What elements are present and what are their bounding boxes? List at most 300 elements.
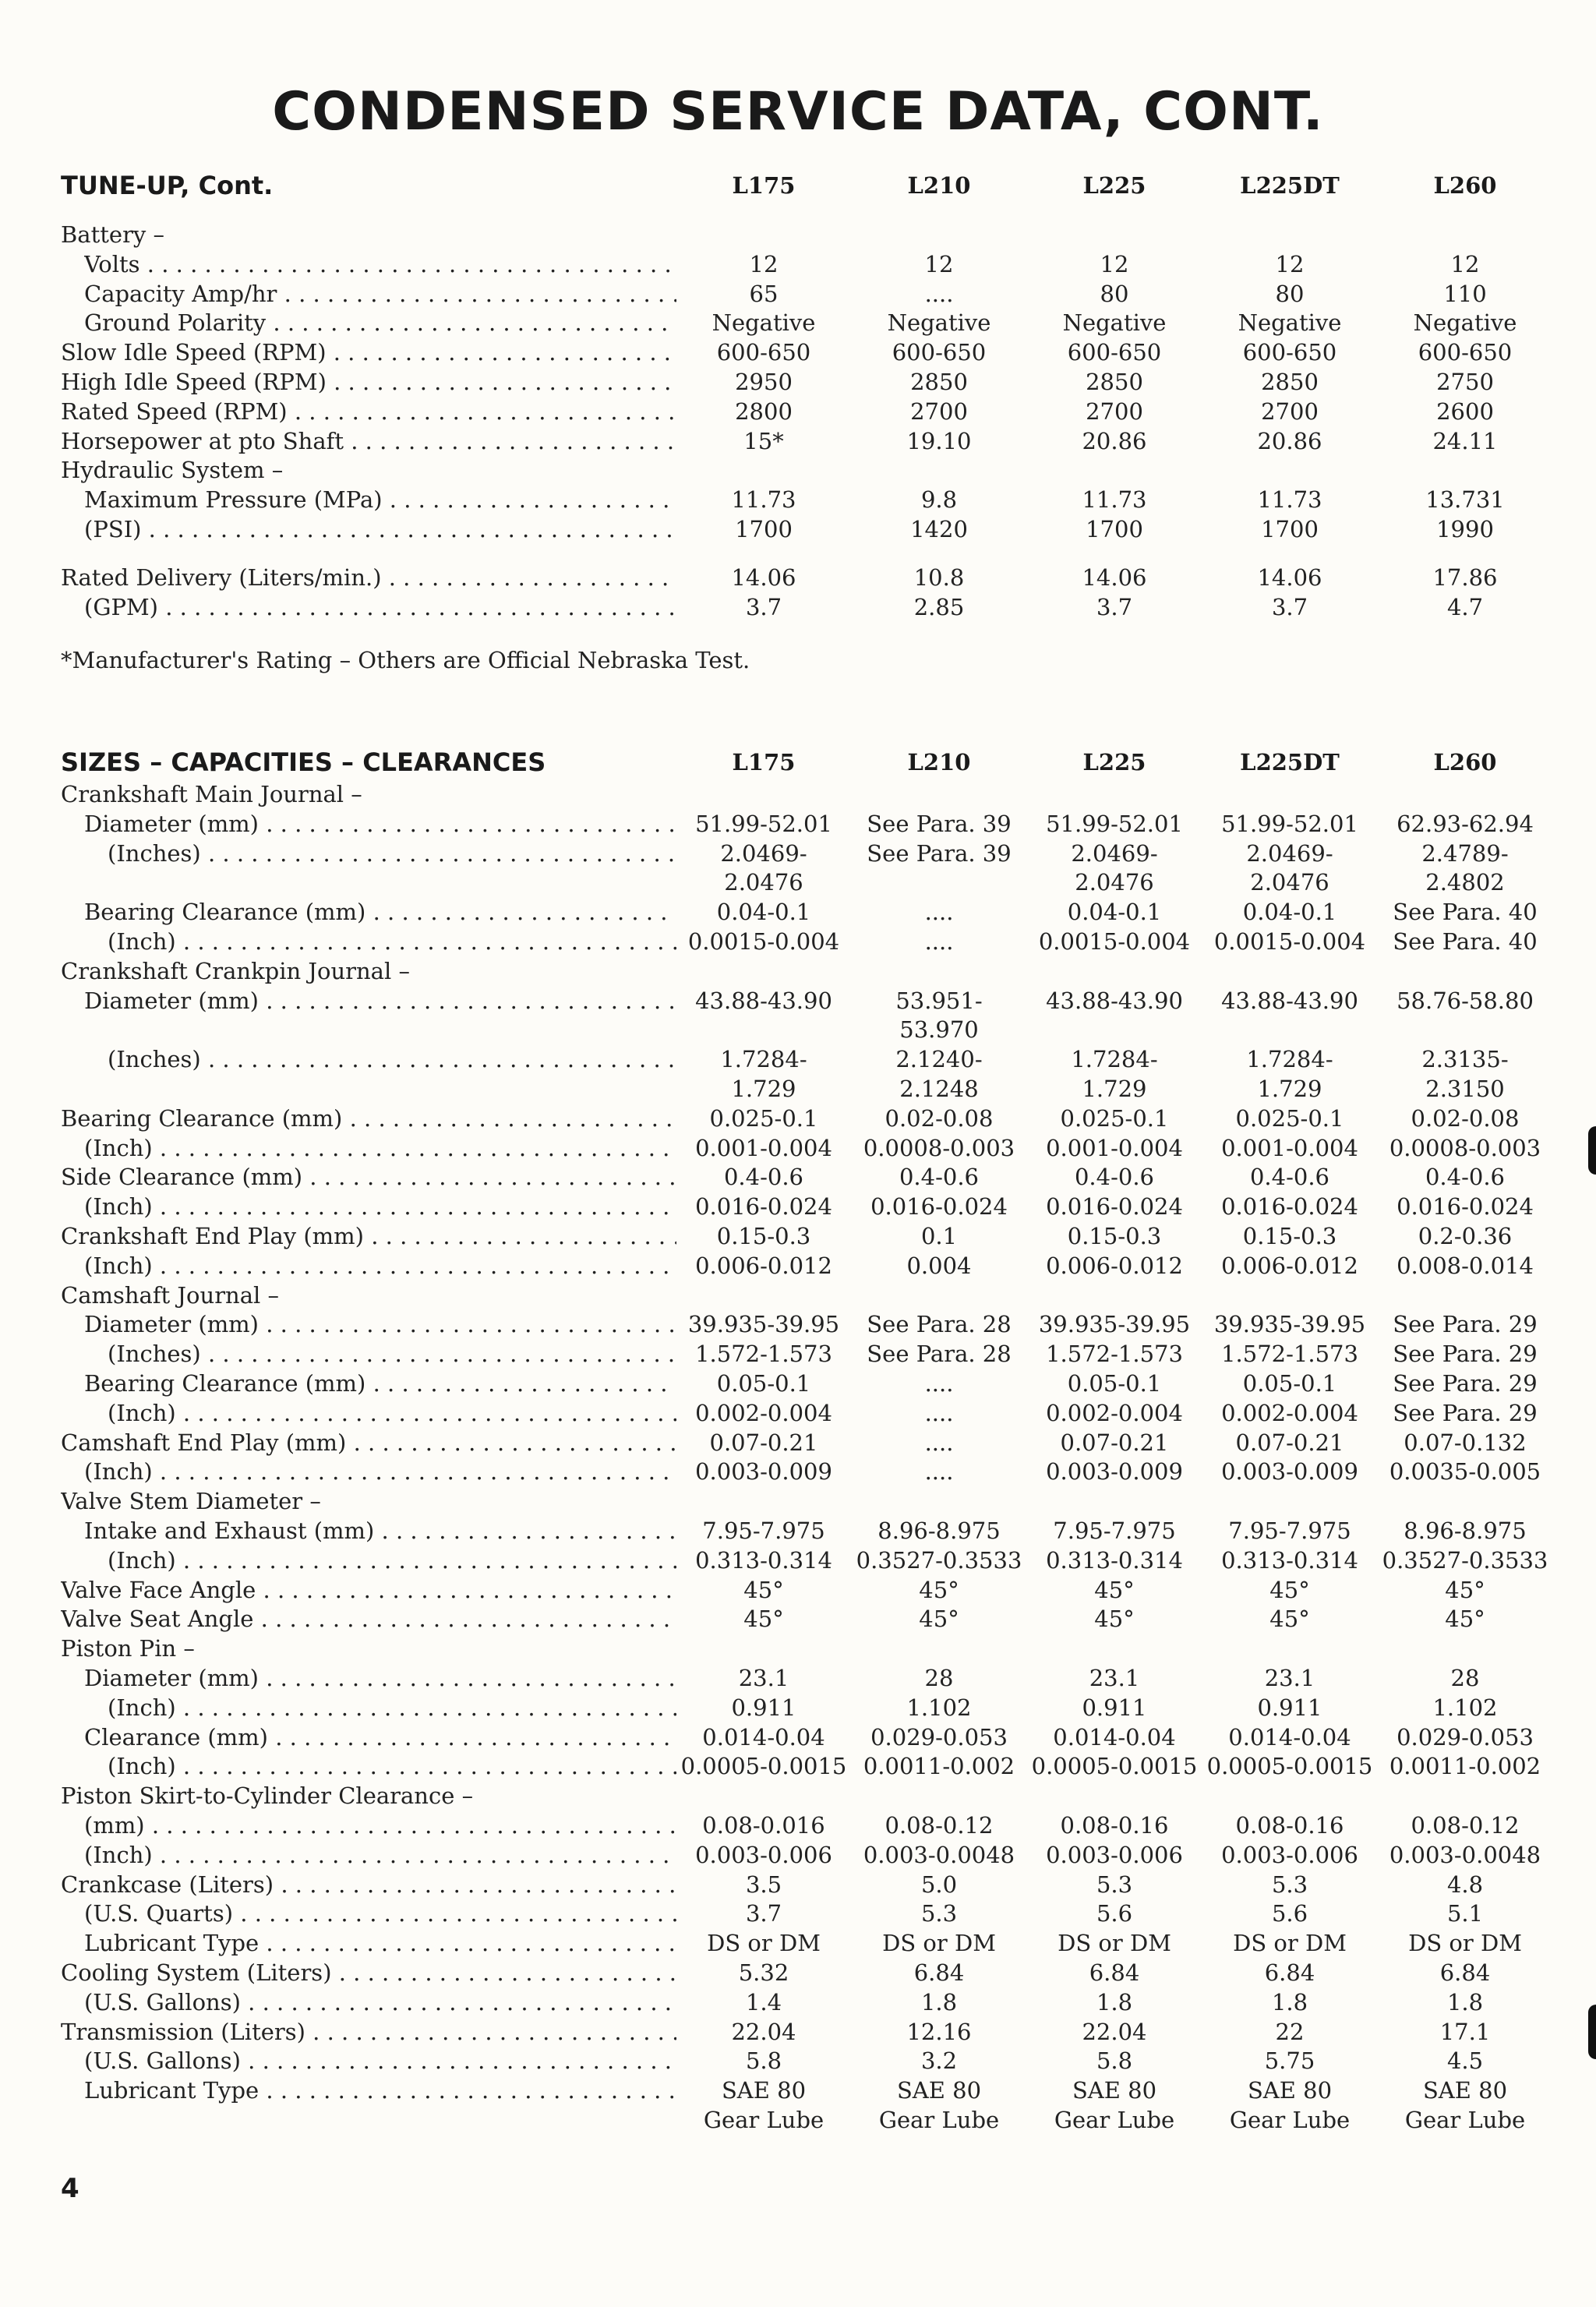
cell-l210: See Para. 28 bbox=[867, 1341, 1012, 1367]
cell-l225dt: 5.75 bbox=[1264, 2047, 1315, 2074]
cell-l225dt bbox=[1201, 1781, 1379, 1811]
cell-l260: 2.3135- bbox=[1421, 1046, 1509, 1072]
table-row bbox=[0, 1162, 1596, 1192]
cell-l210: See Para. 39 bbox=[867, 811, 1012, 837]
row-label: Rated Speed (RPM) . . . bbox=[61, 397, 676, 426]
cell-l175: 3.5 bbox=[745, 1871, 782, 1898]
cell-l175 bbox=[675, 1281, 853, 1310]
cell-l225: 0.003-0.006 bbox=[1046, 1842, 1183, 1868]
cell-l225: 0.07-0.21 bbox=[1060, 1429, 1169, 1456]
cell-l225dt: 6.84 bbox=[1264, 1959, 1315, 1986]
cell-l175: 0.08-0.016 bbox=[702, 1812, 825, 1839]
table-row bbox=[0, 1369, 1596, 1398]
cell-l260: See Para. 29 bbox=[1393, 1341, 1538, 1367]
cell-l175: 0.016-0.024 bbox=[695, 1193, 832, 1220]
row-label: Diameter (mm) . . . bbox=[84, 986, 676, 1016]
table-row bbox=[0, 2105, 1596, 2135]
table-row bbox=[0, 986, 1596, 1016]
cell-l225: 5.8 bbox=[1096, 2047, 1133, 2074]
cell-l260: 62.93-62.94 bbox=[1396, 811, 1534, 837]
cell-l260: 0.0011-0.002 bbox=[1389, 1753, 1541, 1779]
table-row bbox=[0, 1811, 1596, 1840]
table-row bbox=[0, 839, 1596, 868]
cell-l260: 0.2-0.36 bbox=[1418, 1223, 1513, 1249]
cell-l225: 0.0005-0.0015 bbox=[1031, 1753, 1198, 1779]
cell-l210: 45° bbox=[919, 1577, 959, 1603]
cell-l225dt: 0.05-0.1 bbox=[1242, 1370, 1337, 1397]
row-label: Piston Pin – bbox=[61, 1635, 195, 1662]
row-label: Horsepower at pto Shaft . . . bbox=[61, 426, 676, 456]
row-label: (PSI) . . . bbox=[84, 514, 676, 544]
cell-l225dt: 39.935-39.95 bbox=[1213, 1311, 1366, 1337]
cell-l260: 45° bbox=[1445, 1577, 1485, 1603]
cell-l260: DS or DM bbox=[1408, 1930, 1522, 1956]
row-label: Battery – bbox=[61, 221, 165, 248]
sizes-heading: SIZES – CAPACITIES – CLEARANCES bbox=[61, 747, 546, 777]
row-label: Diameter (mm) . . . bbox=[84, 1309, 676, 1339]
cell-l225dt: 2850 bbox=[1261, 369, 1319, 395]
cell-l210: 0.004 bbox=[906, 1252, 972, 1279]
cell-l175: 39.935-39.95 bbox=[687, 1311, 840, 1337]
row-label: (Inch) . . . bbox=[108, 1398, 676, 1428]
sizes-col-header-l175: L175 bbox=[732, 749, 796, 775]
cell-l225dt: 0.15-0.3 bbox=[1242, 1223, 1337, 1249]
row-label: Bearing Clearance (mm) . . . bbox=[84, 897, 676, 927]
cell-l225: 1.572-1.573 bbox=[1046, 1341, 1183, 1367]
table-row bbox=[0, 249, 1596, 279]
row-label: Hydraulic System – bbox=[61, 457, 284, 483]
row-label: (Inch) . . . bbox=[108, 1751, 676, 1781]
cell-l210: .... bbox=[924, 1429, 954, 1456]
cell-l225: 6.84 bbox=[1089, 1959, 1140, 1986]
table-row bbox=[0, 2076, 1596, 2105]
cell-l225dt bbox=[1201, 1281, 1379, 1310]
row-label: Crankshaft Crankpin Journal – bbox=[61, 958, 410, 984]
cell-l225dt: 0.4-0.6 bbox=[1249, 1164, 1330, 1190]
table-row bbox=[0, 1457, 1596, 1486]
table-row bbox=[0, 1546, 1596, 1575]
row-label: (Inch) . . . bbox=[108, 1693, 676, 1722]
cell-l175: 15* bbox=[743, 428, 784, 454]
row-label: Camshaft End Play (mm) . . . bbox=[61, 1428, 676, 1457]
cell-l260: 2.4789- bbox=[1421, 840, 1509, 867]
cell-l210: 0.003-0.0048 bbox=[863, 1842, 1015, 1868]
cell-l175: 1.7284- bbox=[720, 1046, 807, 1072]
cell-l210: Negative bbox=[887, 309, 991, 336]
cell-l225dt: 0.016-0.024 bbox=[1221, 1193, 1358, 1220]
cell-l175: 11.73 bbox=[731, 486, 796, 513]
cell-l225dt: 0.003-0.006 bbox=[1221, 1842, 1358, 1868]
row-label: (Inch) . . . bbox=[84, 1840, 676, 1870]
cell-l175: 0.4-0.6 bbox=[723, 1164, 804, 1190]
row-label bbox=[61, 1015, 676, 1044]
cell-l225dt: 22 bbox=[1275, 2019, 1305, 2045]
row-label: Piston Skirt-to-Cylinder Clearance – bbox=[61, 1782, 474, 1809]
cell-l260: 4.8 bbox=[1446, 1871, 1484, 1898]
row-label: Crankshaft Main Journal – bbox=[61, 781, 362, 807]
cell-l175: 45° bbox=[743, 1606, 784, 1632]
cell-l210: DS or DM bbox=[882, 1930, 996, 1956]
cell-l225dt: 0.0005-0.0015 bbox=[1206, 1753, 1373, 1779]
cell-l225: 12 bbox=[1100, 251, 1129, 277]
cell-l175 bbox=[675, 1634, 853, 1663]
cell-l210: 12 bbox=[924, 251, 954, 277]
cell-l210 bbox=[850, 1781, 1028, 1811]
tuneup-heading: TUNE-UP, Cont. bbox=[61, 171, 274, 200]
row-label: Valve Seat Angle . . . bbox=[61, 1604, 676, 1634]
row-label: Valve Stem Diameter – bbox=[61, 1488, 321, 1514]
edge-mark-lower bbox=[1588, 2005, 1596, 2059]
cell-l225: 1700 bbox=[1086, 516, 1143, 542]
cell-l175 bbox=[675, 956, 853, 986]
cell-l175: 2.0476 bbox=[724, 869, 803, 896]
cell-l175: 12 bbox=[749, 251, 779, 277]
cell-l225: 600-650 bbox=[1067, 339, 1162, 366]
cell-l260: 0.08-0.12 bbox=[1411, 1812, 1520, 1839]
cell-l260 bbox=[1376, 1015, 1554, 1044]
cell-l210: .... bbox=[924, 281, 954, 307]
cell-l175: 2.0469- bbox=[720, 840, 807, 867]
cell-l225dt: 1.572-1.573 bbox=[1221, 1341, 1358, 1367]
cell-l225 bbox=[1026, 956, 1203, 986]
cell-l225dt: 0.002-0.004 bbox=[1221, 1400, 1358, 1426]
cell-l225dt: 0.003-0.009 bbox=[1221, 1458, 1358, 1485]
cell-l225: 43.88-43.90 bbox=[1046, 987, 1183, 1014]
cell-l210: 0.3527-0.3533 bbox=[856, 1547, 1022, 1574]
cell-l225dt: 0.08-0.16 bbox=[1235, 1812, 1344, 1839]
cell-l260: 12 bbox=[1450, 251, 1480, 277]
cell-l260: See Para. 40 bbox=[1393, 899, 1538, 925]
cell-l210: 5.3 bbox=[920, 1900, 958, 1927]
cell-l210: 1420 bbox=[910, 516, 968, 542]
cell-l260: 1990 bbox=[1436, 516, 1494, 542]
cell-l225dt: Negative bbox=[1238, 309, 1342, 336]
cell-l225: 7.95-7.975 bbox=[1053, 1517, 1176, 1544]
cell-l225: 11.73 bbox=[1082, 486, 1147, 513]
cell-l260: See Para. 40 bbox=[1393, 928, 1538, 955]
cell-l225: 5.6 bbox=[1096, 1900, 1133, 1927]
table-row bbox=[0, 514, 1596, 544]
cell-l175: 5.8 bbox=[745, 2047, 782, 2074]
cell-l260: 0.07-0.132 bbox=[1404, 1429, 1527, 1456]
cell-l225dt: 11.73 bbox=[1257, 486, 1322, 513]
table-row bbox=[0, 426, 1596, 456]
table-row bbox=[0, 779, 1596, 809]
cell-l260 bbox=[1376, 779, 1554, 809]
cell-l210 bbox=[850, 867, 1028, 897]
cell-l210: 2700 bbox=[910, 398, 968, 425]
cell-l225dt bbox=[1201, 220, 1379, 249]
cell-l210: 0.08-0.12 bbox=[885, 1812, 994, 1839]
table-row bbox=[0, 2017, 1596, 2047]
table-row bbox=[0, 1339, 1596, 1369]
cell-l225 bbox=[1026, 779, 1203, 809]
cell-l260: See Para. 29 bbox=[1393, 1400, 1538, 1426]
row-label: Bearing Clearance (mm) . . . bbox=[84, 1369, 676, 1398]
table-row bbox=[0, 2046, 1596, 2076]
cell-l175: 0.04-0.1 bbox=[716, 899, 811, 925]
tuneup-col-header-l175: L175 bbox=[732, 172, 796, 199]
cell-l225dt: 45° bbox=[1269, 1577, 1310, 1603]
cell-l225dt: 43.88-43.90 bbox=[1221, 987, 1358, 1014]
cell-l225dt: DS or DM bbox=[1233, 1930, 1347, 1956]
cell-l175: 0.001-0.004 bbox=[695, 1135, 832, 1161]
cell-l210: 0.029-0.053 bbox=[870, 1724, 1008, 1751]
cell-l260 bbox=[1376, 1486, 1554, 1516]
cell-l225dt: 0.006-0.012 bbox=[1221, 1252, 1358, 1279]
cell-l210: 1.102 bbox=[906, 1694, 972, 1721]
cell-l225: DS or DM bbox=[1058, 1930, 1171, 1956]
row-label: Cooling System (Liters) . . . bbox=[61, 1958, 676, 1987]
cell-l260: See Para. 29 bbox=[1393, 1311, 1538, 1337]
cell-l225dt: 1.7284- bbox=[1246, 1046, 1333, 1072]
cell-l210: See Para. 39 bbox=[867, 840, 1012, 867]
cell-l225: 5.3 bbox=[1096, 1871, 1133, 1898]
cell-l260 bbox=[1376, 1781, 1554, 1811]
row-label: Slow Idle Speed (RPM) . . . bbox=[61, 337, 676, 367]
cell-l225: 0.911 bbox=[1082, 1694, 1147, 1721]
sizes-col-header-l225dt: L225DT bbox=[1240, 749, 1340, 775]
cell-l210: .... bbox=[924, 1400, 954, 1426]
cell-l225 bbox=[1026, 1634, 1203, 1663]
cell-l210: 2850 bbox=[910, 369, 968, 395]
cell-l260: 1.102 bbox=[1432, 1694, 1498, 1721]
cell-l175: 0.003-0.009 bbox=[695, 1458, 832, 1485]
cell-l175 bbox=[675, 220, 853, 249]
table-row bbox=[0, 337, 1596, 367]
row-label: Rated Delivery (Liters/min.) . . . bbox=[61, 563, 676, 592]
cell-l210: 9.8 bbox=[920, 486, 958, 513]
cell-l225dt bbox=[1201, 956, 1379, 986]
cell-l260: 2.3150 bbox=[1425, 1076, 1505, 1102]
cell-l210: 0.0011-0.002 bbox=[863, 1753, 1015, 1779]
cell-l225: 80 bbox=[1100, 281, 1129, 307]
cell-l175 bbox=[675, 455, 853, 485]
table-row bbox=[0, 1281, 1596, 1310]
cell-l210: 0.1 bbox=[920, 1223, 958, 1249]
row-label: Lubricant Type . . . bbox=[84, 2076, 676, 2105]
table-row bbox=[0, 1133, 1596, 1163]
row-label: (Inch) . . . bbox=[84, 1133, 676, 1163]
row-label: Ground Polarity . . . bbox=[84, 308, 676, 337]
cell-l260: Negative bbox=[1413, 309, 1517, 336]
table-row bbox=[0, 867, 1596, 897]
cell-l225: 23.1 bbox=[1089, 1665, 1140, 1691]
cell-l210: 2.85 bbox=[913, 594, 965, 620]
row-label: (U.S. Gallons) . . . bbox=[84, 2046, 676, 2076]
tuneup-col-header-l210: L210 bbox=[907, 172, 971, 199]
row-label: Lubricant Type . . . bbox=[84, 1928, 676, 1958]
cell-l175: 3.7 bbox=[745, 1900, 782, 1927]
cell-l225: 3.7 bbox=[1096, 594, 1133, 620]
cell-l260: 600-650 bbox=[1418, 339, 1513, 366]
cell-l225 bbox=[1026, 1015, 1203, 1044]
cell-l225dt: 45° bbox=[1269, 1606, 1310, 1632]
cell-l210: 53.970 bbox=[899, 1016, 979, 1043]
cell-l210: .... bbox=[924, 928, 954, 955]
cell-l260: 1.8 bbox=[1446, 1989, 1484, 2016]
cell-l210: Gear Lube bbox=[878, 2107, 1000, 2133]
cell-l210: 8.96-8.975 bbox=[877, 1517, 1001, 1544]
cell-l210: SAE 80 bbox=[896, 2077, 982, 2104]
cell-l175: Negative bbox=[711, 309, 816, 336]
cell-l175: 0.006-0.012 bbox=[695, 1252, 832, 1279]
cell-l225 bbox=[1026, 220, 1203, 249]
cell-l175 bbox=[675, 1486, 853, 1516]
cell-l225dt: 0.025-0.1 bbox=[1235, 1105, 1344, 1132]
cell-l210: 10.8 bbox=[913, 564, 965, 591]
cell-l260: 0.008-0.014 bbox=[1396, 1252, 1534, 1279]
row-label: Volts . . . bbox=[84, 249, 676, 279]
table-row bbox=[0, 1428, 1596, 1457]
cell-l210 bbox=[850, 455, 1028, 485]
row-label: (Inches) . . . bbox=[108, 1044, 676, 1074]
cell-l225dt bbox=[1201, 779, 1379, 809]
cell-l225dt: 3.7 bbox=[1271, 594, 1308, 620]
table-row bbox=[0, 1928, 1596, 1958]
table-row bbox=[0, 809, 1596, 839]
row-label: Diameter (mm) . . . bbox=[84, 809, 676, 839]
cell-l175: 0.003-0.006 bbox=[695, 1842, 832, 1868]
cell-l260: 110 bbox=[1443, 281, 1487, 307]
cell-l225 bbox=[1026, 1281, 1203, 1310]
table-row bbox=[0, 308, 1596, 337]
cell-l260: 0.4-0.6 bbox=[1425, 1164, 1506, 1190]
cell-l210: 3.2 bbox=[920, 2047, 958, 2074]
row-label bbox=[61, 867, 676, 897]
cell-l210 bbox=[850, 220, 1028, 249]
tuneup-col-header-l225: L225 bbox=[1082, 172, 1146, 199]
tuneup-col-header-l225dt: L225DT bbox=[1240, 172, 1340, 199]
cell-l225: 0.0015-0.004 bbox=[1038, 928, 1191, 955]
row-label bbox=[61, 2105, 676, 2135]
cell-l210: 2.1240- bbox=[895, 1046, 983, 1072]
cell-l225: 22.04 bbox=[1082, 2019, 1147, 2045]
cell-l225dt: 1700 bbox=[1261, 516, 1319, 542]
table-row bbox=[0, 279, 1596, 309]
cell-l175: 14.06 bbox=[731, 564, 796, 591]
cell-l225dt: 600-650 bbox=[1242, 339, 1337, 366]
cell-l225: 45° bbox=[1094, 1577, 1135, 1603]
cell-l175: 0.0005-0.0015 bbox=[680, 1753, 847, 1779]
cell-l225: 1.7284- bbox=[1071, 1046, 1158, 1072]
table-row bbox=[0, 1251, 1596, 1281]
cell-l225dt bbox=[1201, 1486, 1379, 1516]
row-label: (Inches) . . . bbox=[108, 839, 676, 868]
cell-l175: 0.05-0.1 bbox=[716, 1370, 811, 1397]
cell-l225dt: 7.95-7.975 bbox=[1228, 1517, 1351, 1544]
cell-l175: 45° bbox=[743, 1577, 784, 1603]
cell-l225 bbox=[1026, 1781, 1203, 1811]
table-row bbox=[0, 1398, 1596, 1428]
table-row bbox=[0, 1516, 1596, 1546]
table-row bbox=[0, 1192, 1596, 1221]
cell-l225: 20.86 bbox=[1082, 428, 1147, 454]
table-row bbox=[0, 367, 1596, 397]
cell-l210: 19.10 bbox=[906, 428, 972, 454]
cell-l260: 58.76-58.80 bbox=[1396, 987, 1534, 1014]
cell-l175: Gear Lube bbox=[703, 2107, 824, 2133]
cell-l175: 1.729 bbox=[731, 1076, 796, 1102]
cell-l210 bbox=[850, 1281, 1028, 1310]
cell-l260: 17.86 bbox=[1432, 564, 1498, 591]
cell-l225dt: 20.86 bbox=[1257, 428, 1322, 454]
cell-l175: 43.88-43.90 bbox=[695, 987, 832, 1014]
cell-l175: 1.572-1.573 bbox=[695, 1341, 832, 1367]
cell-l225dt: 5.6 bbox=[1271, 1900, 1308, 1927]
cell-l210: 12.16 bbox=[906, 2019, 972, 2045]
row-label: Clearance (mm) . . . bbox=[84, 1722, 676, 1752]
cell-l260: 0.003-0.0048 bbox=[1389, 1842, 1541, 1868]
row-label: Capacity Amp/hr . . . bbox=[84, 279, 676, 309]
table-row bbox=[0, 1221, 1596, 1251]
table-row bbox=[0, 485, 1596, 514]
table-row bbox=[0, 897, 1596, 927]
cell-l225: 0.014-0.04 bbox=[1053, 1724, 1176, 1751]
cell-l225dt bbox=[1201, 1634, 1379, 1663]
cell-l175 bbox=[675, 1781, 853, 1811]
cell-l260: 6.84 bbox=[1439, 1959, 1491, 1986]
row-label: (Inch) . . . bbox=[108, 1546, 676, 1575]
cell-l225: 0.002-0.004 bbox=[1046, 1400, 1183, 1426]
cell-l225: 0.025-0.1 bbox=[1060, 1105, 1169, 1132]
table-row bbox=[0, 1781, 1596, 1811]
cell-l225: 14.06 bbox=[1082, 564, 1147, 591]
cell-l260: Gear Lube bbox=[1404, 2107, 1526, 2133]
cell-l210: 2.1248 bbox=[899, 1076, 979, 1102]
cell-l225dt bbox=[1201, 1015, 1379, 1044]
row-label bbox=[61, 1074, 676, 1104]
row-label: High Idle Speed (RPM) . . . bbox=[61, 367, 676, 397]
cell-l175 bbox=[675, 779, 853, 809]
tuneup-col-header-l260: L260 bbox=[1433, 172, 1497, 199]
table-row bbox=[0, 1486, 1596, 1516]
cell-l260: SAE 80 bbox=[1422, 2077, 1508, 2104]
cell-l225: 1.8 bbox=[1096, 1989, 1133, 2016]
cell-l210 bbox=[850, 1634, 1028, 1663]
table-row bbox=[0, 1575, 1596, 1605]
cell-l175: 600-650 bbox=[716, 339, 811, 366]
cell-l210: .... bbox=[924, 899, 954, 925]
cell-l210 bbox=[850, 1486, 1028, 1516]
cell-l175: 0.002-0.004 bbox=[695, 1400, 832, 1426]
cell-l260: 24.11 bbox=[1432, 428, 1498, 454]
cell-l225dt: 0.07-0.21 bbox=[1235, 1429, 1344, 1456]
table-row bbox=[0, 455, 1596, 485]
row-label: Side Clearance (mm) . . . bbox=[61, 1162, 676, 1192]
cell-l175: 22.04 bbox=[731, 2019, 796, 2045]
cell-l225: 0.313-0.314 bbox=[1046, 1547, 1183, 1574]
table-row bbox=[0, 1044, 1596, 1074]
table-row bbox=[0, 1751, 1596, 1781]
cell-l210: 0.0008-0.003 bbox=[863, 1135, 1015, 1161]
cell-l225dt bbox=[1201, 455, 1379, 485]
page-number: 4 bbox=[61, 2173, 79, 2204]
row-label: Intake and Exhaust (mm) . . . bbox=[84, 1516, 676, 1546]
cell-l225: 2.0476 bbox=[1075, 869, 1154, 896]
row-label: Transmission (Liters) . . . bbox=[61, 2017, 676, 2047]
row-label: Bearing Clearance (mm) . . . bbox=[61, 1104, 676, 1133]
cell-l225: 0.003-0.009 bbox=[1046, 1458, 1183, 1485]
row-label: (Inch) . . . bbox=[108, 927, 676, 956]
cell-l175: 0.313-0.314 bbox=[695, 1547, 832, 1574]
cell-l175: 0.025-0.1 bbox=[709, 1105, 818, 1132]
table-row bbox=[0, 1309, 1596, 1339]
cell-l260 bbox=[1376, 1634, 1554, 1663]
cell-l260: 4.5 bbox=[1446, 2047, 1484, 2074]
cell-l225: 0.006-0.012 bbox=[1046, 1252, 1183, 1279]
cell-l260: 0.016-0.024 bbox=[1396, 1193, 1534, 1220]
